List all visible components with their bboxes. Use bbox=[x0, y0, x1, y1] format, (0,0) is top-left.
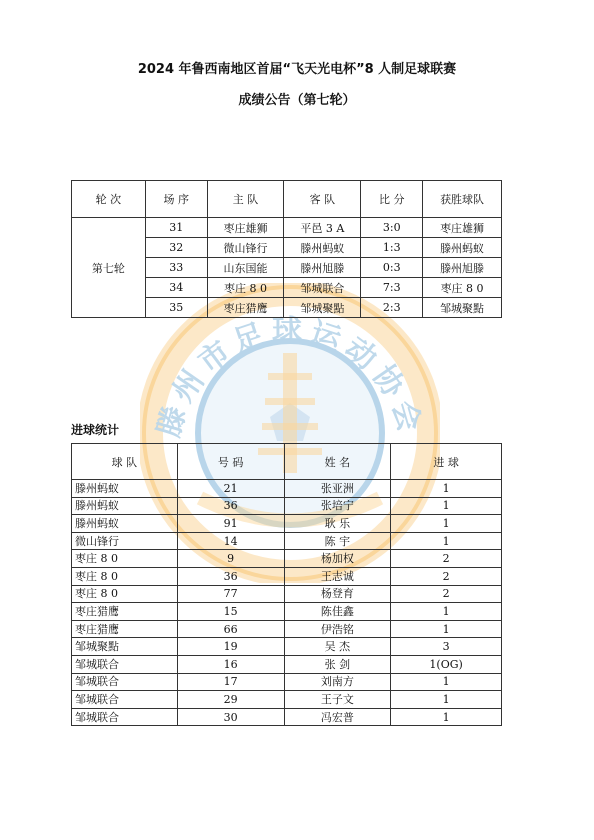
team-cell: 枣庄 8 0 bbox=[72, 550, 178, 568]
goals-cell: 1 bbox=[391, 620, 502, 638]
team-cell: 邹城联合 bbox=[72, 708, 178, 726]
away-team: 滕州旭滕 bbox=[284, 258, 361, 278]
team-cell: 邹城聚點 bbox=[72, 638, 178, 656]
watermark-text: 滕州市足球运动协会 bbox=[151, 314, 429, 442]
table-row bbox=[72, 620, 502, 638]
goals-cell: 1 bbox=[391, 497, 502, 515]
number-cell: 19 bbox=[177, 638, 284, 656]
table-row bbox=[72, 480, 502, 498]
table-row bbox=[72, 218, 502, 238]
goals-cell: 1 bbox=[391, 708, 502, 726]
header-score: 比 分 bbox=[361, 181, 423, 218]
number-cell: 15 bbox=[177, 603, 284, 621]
table-row bbox=[72, 691, 502, 709]
number-cell: 30 bbox=[177, 708, 284, 726]
number-cell: 16 bbox=[177, 655, 284, 673]
winner: 滕州蚂蚁 bbox=[423, 238, 502, 258]
team-cell: 邹城联合 bbox=[72, 691, 178, 709]
header-winner: 获胜球队 bbox=[423, 181, 502, 218]
match-no: 32 bbox=[145, 238, 207, 258]
number-cell: 9 bbox=[177, 550, 284, 568]
round-label: 第七轮 bbox=[72, 218, 146, 318]
table-row bbox=[72, 585, 502, 603]
score: 2:3 bbox=[361, 298, 423, 318]
goals-cell: 2 bbox=[391, 585, 502, 603]
player-name-cell: 杨加权 bbox=[284, 550, 391, 568]
winner: 枣庄 8 0 bbox=[423, 278, 502, 298]
team-cell: 枣庄 8 0 bbox=[72, 567, 178, 585]
player-name-cell: 陈佳鑫 bbox=[284, 603, 391, 621]
table-row bbox=[72, 532, 502, 550]
team-cell: 枣庄 8 0 bbox=[72, 585, 178, 603]
header-number: 号 码 bbox=[177, 444, 284, 480]
number-cell: 21 bbox=[177, 480, 284, 498]
number-cell: 36 bbox=[177, 497, 284, 515]
away-team: 邹城聚點 bbox=[284, 298, 361, 318]
score: 7:3 bbox=[361, 278, 423, 298]
match-no: 35 bbox=[145, 298, 207, 318]
table-row bbox=[72, 638, 502, 656]
table-row bbox=[72, 567, 502, 585]
team-cell: 枣庄猎鹰 bbox=[72, 620, 178, 638]
header-home-team: 主 队 bbox=[207, 181, 284, 218]
player-name-cell: 冯宏普 bbox=[284, 708, 391, 726]
winner: 邹城聚點 bbox=[423, 298, 502, 318]
goals-cell: 3 bbox=[391, 638, 502, 656]
player-name-cell: 刘南方 bbox=[284, 673, 391, 691]
table-row bbox=[72, 497, 502, 515]
table-row bbox=[72, 708, 502, 726]
player-name-cell: 张培宁 bbox=[284, 497, 391, 515]
number-cell: 29 bbox=[177, 691, 284, 709]
header-round: 轮 次 bbox=[72, 181, 146, 218]
team-cell: 滕州蚂蚁 bbox=[72, 480, 178, 498]
number-cell: 14 bbox=[177, 532, 284, 550]
table-row bbox=[72, 515, 502, 533]
header-team: 球 队 bbox=[72, 444, 178, 480]
player-name-cell: 杨登育 bbox=[284, 585, 391, 603]
player-name-cell: 耿 乐 bbox=[284, 515, 391, 533]
team-cell: 枣庄猎鹰 bbox=[72, 603, 178, 621]
goals-cell: 1 bbox=[391, 603, 502, 621]
team-cell: 邹城联合 bbox=[72, 655, 178, 673]
number-cell: 36 bbox=[177, 567, 284, 585]
table-row bbox=[72, 603, 502, 621]
home-team: 枣庄雄狮 bbox=[207, 218, 284, 238]
match-no: 33 bbox=[145, 258, 207, 278]
team-cell: 滕州蚂蚁 bbox=[72, 515, 178, 533]
away-team: 滕州蚂蚁 bbox=[284, 238, 361, 258]
player-name-cell: 张亚洲 bbox=[284, 480, 391, 498]
team-cell: 邹城联合 bbox=[72, 673, 178, 691]
document-title: 2024 年鲁西南地区首届“飞天光电杯”8 人制足球联赛 bbox=[137, 62, 457, 77]
table-row bbox=[72, 550, 502, 568]
score: 0:3 bbox=[361, 258, 423, 278]
away-team: 邹城联合 bbox=[284, 278, 361, 298]
number-cell: 91 bbox=[177, 515, 284, 533]
match-no: 34 bbox=[145, 278, 207, 298]
goals-cell: 2 bbox=[391, 550, 502, 568]
player-name-cell: 陈 宇 bbox=[284, 532, 391, 550]
table-row bbox=[72, 673, 502, 691]
player-name-cell: 张 剑 bbox=[284, 655, 391, 673]
score: 1:3 bbox=[361, 238, 423, 258]
goals-cell: 1 bbox=[391, 691, 502, 709]
document-subtitle: 成绩公告（第七轮） bbox=[238, 93, 356, 108]
player-name-cell: 王子文 bbox=[284, 691, 391, 709]
goals-cell: 1 bbox=[391, 515, 502, 533]
home-team: 枣庄 8 0 bbox=[207, 278, 284, 298]
winner: 枣庄雄狮 bbox=[423, 218, 502, 238]
match-no: 31 bbox=[145, 218, 207, 238]
goals-cell: 2 bbox=[391, 567, 502, 585]
home-team: 枣庄猎鹰 bbox=[207, 298, 284, 318]
player-name-cell: 吴 杰 bbox=[284, 638, 391, 656]
goals-stats-table bbox=[71, 443, 502, 726]
home-team: 微山锋行 bbox=[207, 238, 284, 258]
table-row bbox=[72, 655, 502, 673]
team-cell: 微山锋行 bbox=[72, 532, 178, 550]
goals-cell: 1 bbox=[391, 480, 502, 498]
header-match-no: 场 序 bbox=[145, 181, 207, 218]
number-cell: 17 bbox=[177, 673, 284, 691]
home-team: 山东国能 bbox=[207, 258, 284, 278]
round-results-table bbox=[71, 180, 502, 318]
goals-cell: 1 bbox=[391, 673, 502, 691]
goals-table-header-row bbox=[72, 444, 502, 480]
away-team: 平邑 3 A bbox=[284, 218, 361, 238]
round-table-header-row bbox=[72, 181, 502, 218]
player-name-cell: 王志诚 bbox=[284, 567, 391, 585]
goals-cell: 1 bbox=[391, 532, 502, 550]
goals-cell: 1(OG) bbox=[391, 655, 502, 673]
goals-section-title: 进球统计 bbox=[71, 423, 120, 437]
team-cell: 滕州蚂蚁 bbox=[72, 497, 178, 515]
header-away-team: 客 队 bbox=[284, 181, 361, 218]
number-cell: 66 bbox=[177, 620, 284, 638]
player-name-cell: 伊浩铭 bbox=[284, 620, 391, 638]
header-goals: 进 球 bbox=[391, 444, 502, 480]
header-name: 姓 名 bbox=[284, 444, 391, 480]
number-cell: 77 bbox=[177, 585, 284, 603]
winner: 滕州旭滕 bbox=[423, 258, 502, 278]
score: 3:0 bbox=[361, 218, 423, 238]
